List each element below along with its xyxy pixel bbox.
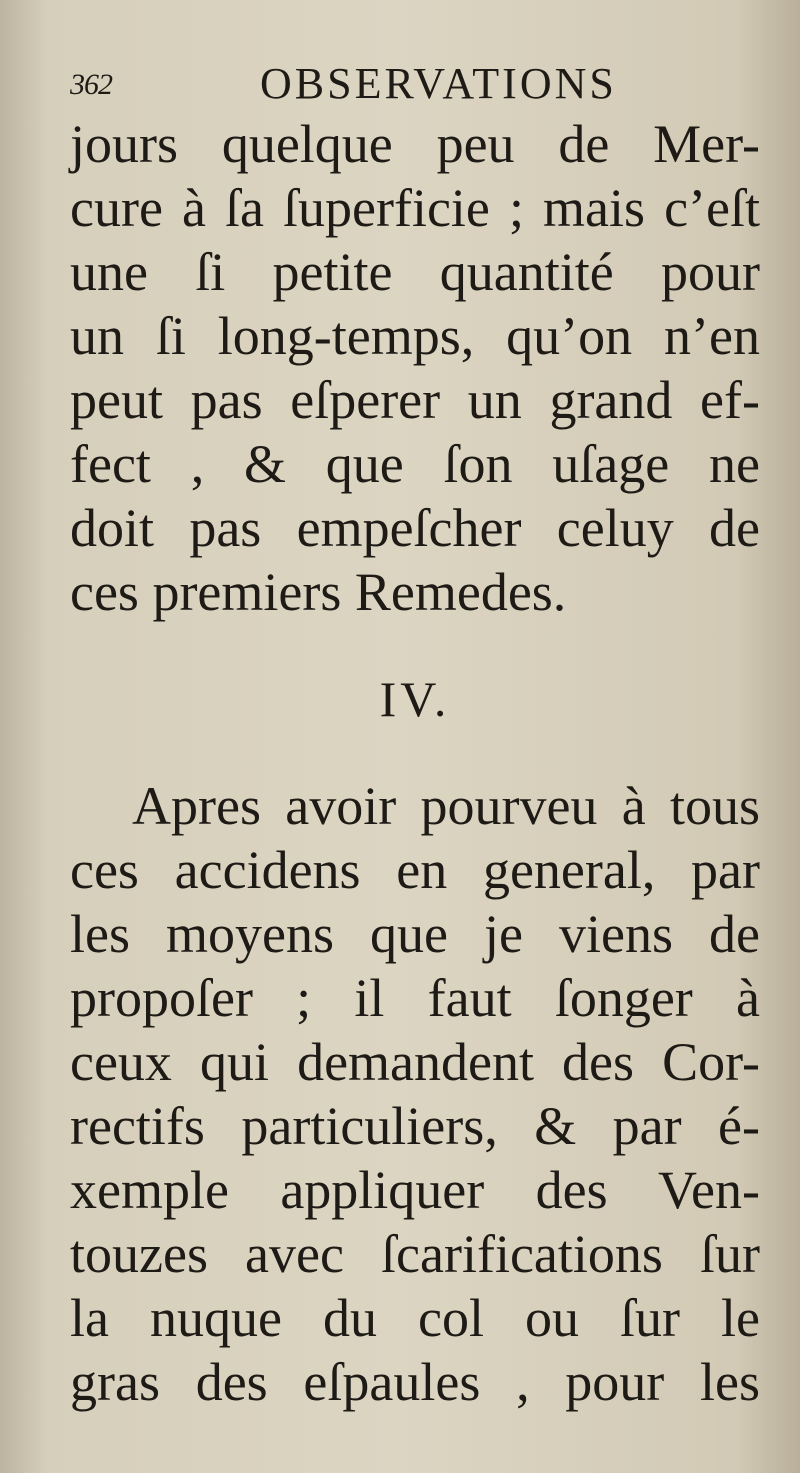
text-line: propoſer ; il faut ſonger à [70, 968, 760, 1028]
body-text [70, 112, 760, 1414]
section-heading: IV. [379, 671, 451, 727]
text-line: jours quelque peu de Mer- [70, 114, 760, 174]
text-line: touzes avec ſcarifications ſur [70, 1224, 760, 1284]
text-line: cure à ſa ſuperficie ; mais c’eſt [70, 178, 760, 238]
text-line: gras des eſpaules , pour les [70, 1352, 760, 1412]
text-line: la nuque du col ou ſur le [70, 1288, 760, 1348]
text-line: ceux qui demandent des Cor- [70, 1032, 760, 1092]
text-line: ces accidens en general, par [70, 840, 760, 900]
text-line: xemple appliquer des Ven- [70, 1160, 760, 1220]
text-line: fect , & que ſon uſage ne [70, 434, 760, 494]
text-line: doit pas empeſcher celuy de [70, 498, 760, 558]
text-line: peut pas eſperer un grand ef- [70, 370, 760, 430]
text-line: un ſi long-temps, qu’on n’en [70, 306, 760, 366]
paragraph [70, 774, 760, 1414]
text-line: rectifs particuliers, & par é- [70, 1096, 760, 1156]
text-line: ces premiers Remedes. [70, 562, 567, 622]
page-number: 362 [70, 68, 112, 101]
text-line: Apres avoir pourveu à tous [132, 776, 760, 836]
running-head: OBSERVATIONS [260, 59, 617, 108]
page-header [70, 58, 730, 108]
text-line: une ſi petite quantité pour [70, 242, 760, 302]
paragraph [70, 112, 760, 624]
text-line: les moyens que je viens de [70, 904, 760, 964]
